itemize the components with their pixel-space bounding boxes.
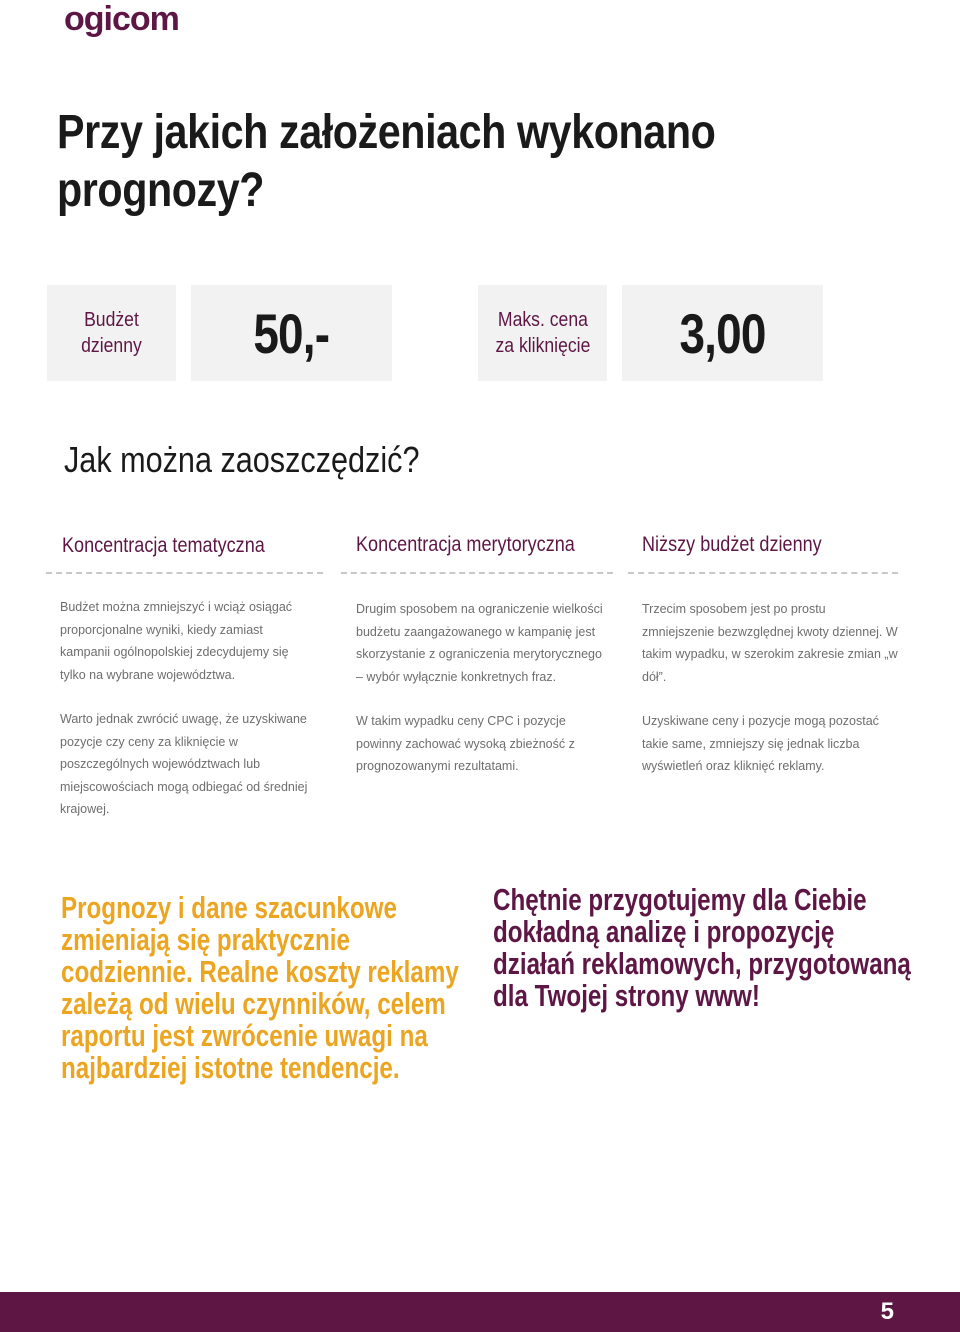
column-thematic — [62, 532, 337, 560]
page-title-line-2: prognozy? — [57, 164, 265, 217]
column-substantive — [356, 531, 631, 559]
ogicom-logo: ogicom — [64, 0, 179, 38]
column-paragraph: Trzecim sposobem jest po prostu zmniejszenie bezwzględnej kwoty dziennej. W takim wypadku, w szerokim zakresie zmian „w dół”. — [642, 602, 898, 684]
column-paragraph: Drugim sposobem na ograniczenie wielkości budżetu zaangażowanego w kampanię jest skorzystanie z ograniczenia merytorycznego – wybór wyłącznie konkretnych fraz. — [356, 602, 603, 684]
max-cpc-label: Maks. cena za kliknięcie — [495, 309, 590, 357]
column-lower-budget — [642, 531, 917, 559]
max-cpc-label-box — [478, 285, 607, 381]
divider — [46, 572, 323, 574]
daily-budget-value: 50,- — [253, 301, 330, 365]
daily-budget-label: Budżet dzienny — [81, 309, 142, 357]
daily-budget-value-box — [191, 285, 392, 381]
section-subtitle: Jak można zaoszczędzić? — [64, 439, 420, 480]
divider — [628, 572, 898, 574]
column-paragraph: Uzyskiwane ceny i pozycje mogą pozostać takie same, zmniejszy się jednak liczba wyświetleń oraz kliknięć reklamy. — [642, 714, 879, 773]
forecast-disclaimer-callout: Prognozy i dane szacunkowe zmieniają się praktycznie codziennie. Realne koszty reklamy zależą od wielu czynników, celem raportu jest zwrócenie uwagi na najbardziej istotne tendencje. — [61, 890, 459, 1085]
max-cpc-value: 3,00 — [679, 301, 766, 365]
page-title — [57, 104, 762, 220]
analysis-offer-callout: Chętnie przygotujemy dla Ciebie dokładną analizę i propozycję działań reklamowych, przygotowaną dla Twojej strony www! — [493, 882, 911, 1013]
daily-budget-label-box — [47, 285, 176, 381]
column-paragraph: Warto jednak zwrócić uwagę, że uzyskiwane pozycje czy ceny za kliknięcie w poszczególnych województwach lub miejscowościach mogą odbiegać od średniej krajowej. — [60, 712, 308, 816]
column-paragraph: Budżet można zmniejszyć i wciąż osiągać proporcjonalne wyniki, kiedy zamiast kampanii ogólnopolskiej zdecydujemy się tylko na wybrane województwa. — [60, 600, 293, 682]
column-heading: Niższy budżet dzienny — [642, 533, 822, 556]
divider — [341, 572, 613, 574]
column-heading: Koncentracja tematyczna — [62, 534, 265, 557]
page-title-line-1: Przy jakich założeniach wykonano — [57, 106, 716, 159]
footer-bar — [0, 1292, 960, 1332]
column-paragraph: W takim wypadku ceny CPC i pozycje powinny zachować wysoką zbieżność z prognozowanymi rezultatami. — [356, 714, 575, 773]
page-number: 5 — [880, 1298, 894, 1325]
max-cpc-value-box — [622, 285, 823, 381]
column-heading: Koncentracja merytoryczna — [356, 533, 575, 556]
